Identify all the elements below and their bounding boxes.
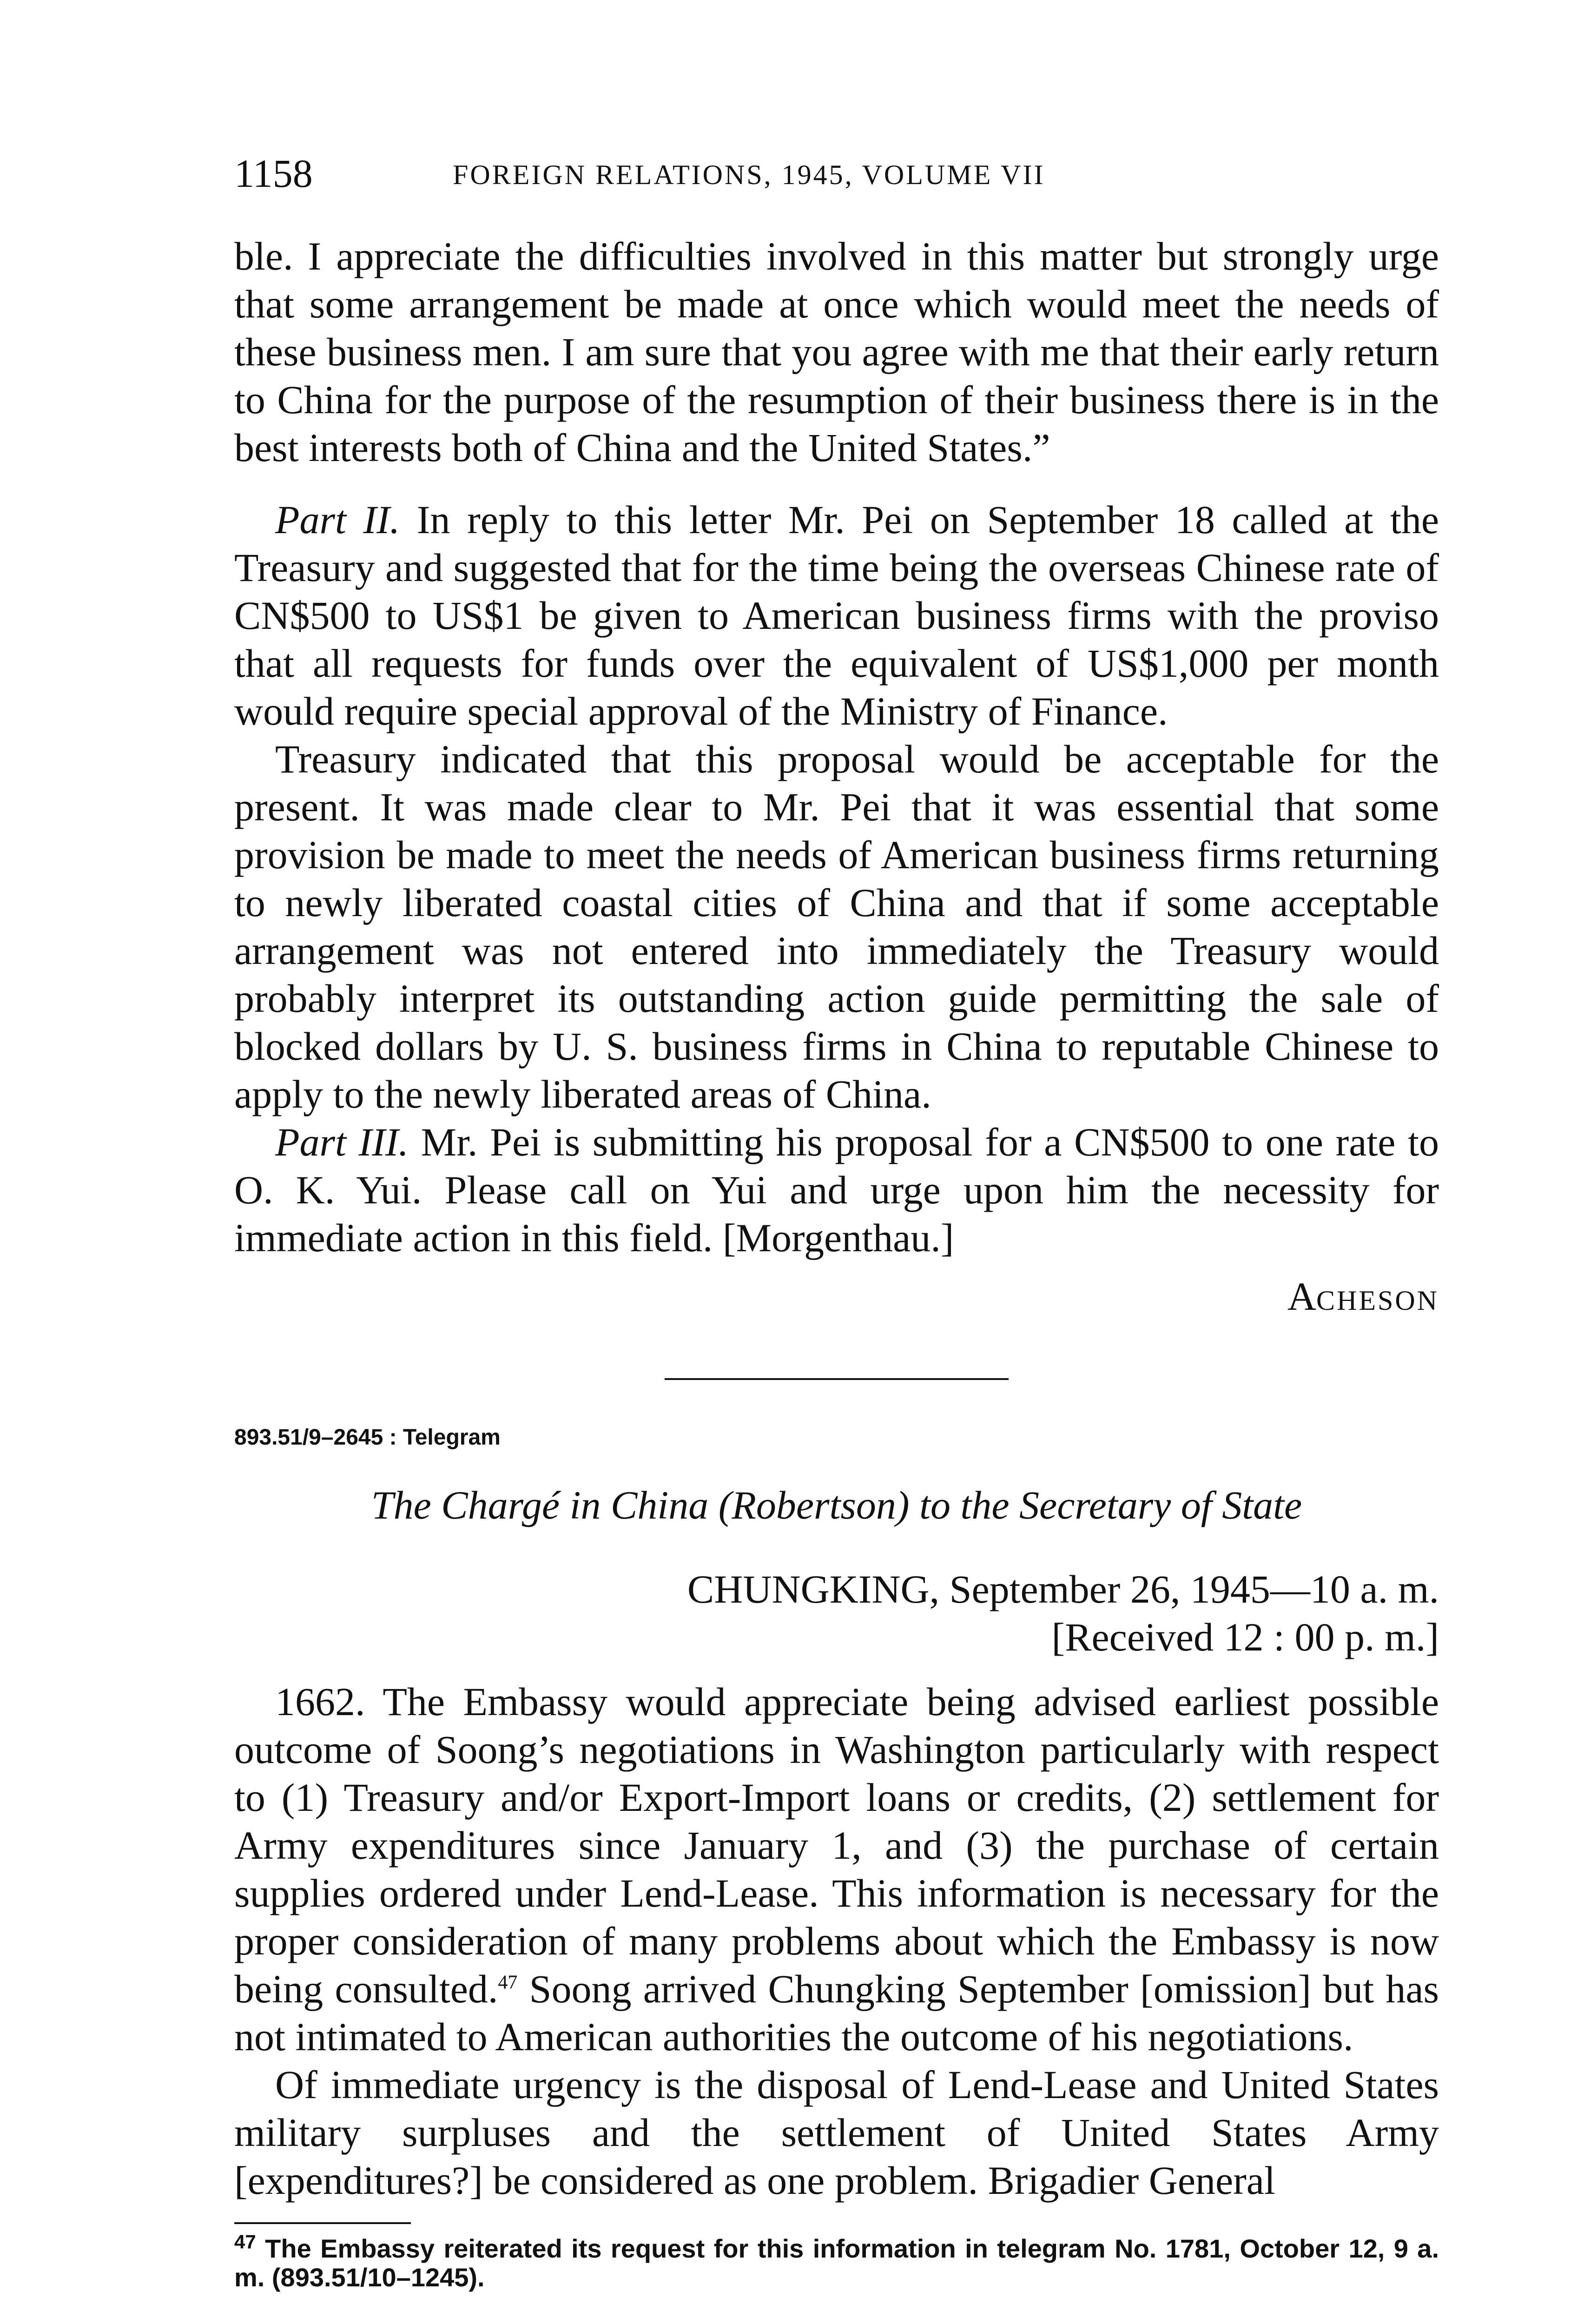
page-number: 1158 bbox=[234, 151, 313, 196]
telegram-title: The Chargé in China (Robertson) to the Secretary of State bbox=[371, 1483, 1302, 1527]
part-two-continuation: Treasury indicated that this proposal would be acceptable for the present. It was made clear to Mr. Pei that it was essential that some provision be made to meet the needs of American business firms returning to newly liberated coastal cities of China and that if some acceptable arrangement was not entered into immediately the Treasury would probably interpret its outstanding action guide permitting the sale of blocked dollars by U. S. business firms in China to reputable Chinese to apply to the newly liberated areas of China. bbox=[234, 737, 1439, 1116]
part-two-paragraph bbox=[234, 496, 1439, 735]
footnote-divider bbox=[234, 2222, 411, 2224]
telegram-paragraph-two: Of immediate urgency is the disposal of Lend-Lease and United States military surpluses and the settlement of United States Army [expenditures?] be considered as one problem. Brigadier General bbox=[234, 2062, 1439, 2203]
part-three-label: Part III. bbox=[275, 1120, 409, 1164]
signature-initial: A bbox=[1287, 1274, 1316, 1319]
footnote-text: The Embassy reiterated its request for this information in telegram No. 1781, October 12, 9 a. m. (893.51/10–1245). bbox=[234, 2233, 1439, 2292]
telegram-dateline bbox=[234, 1565, 1439, 1613]
continued-letter-paragraph: ble. I appreciate the difficulties involved in this matter but strongly urge that some arrangement be made at once which would meet the needs of these business men. I am sure that you agree with me that their early return to China for the purpose of the resumption of their business there is in the best interests both of China and the United States.” bbox=[234, 234, 1439, 470]
section-divider bbox=[665, 1378, 1009, 1380]
volume-title: FOREIGN RELATIONS, 1945, VOLUME VII bbox=[453, 159, 1045, 190]
signature bbox=[234, 1273, 1439, 1329]
running-header bbox=[234, 153, 1439, 200]
document-page bbox=[234, 153, 1439, 2292]
dateline-place-initial: C bbox=[687, 1566, 714, 1611]
footnote bbox=[234, 2231, 1439, 2292]
document-body bbox=[234, 232, 1439, 2292]
telegram-paragraph-one-before-note: 1662. The Embassy would appreciate being advised earliest possible outcome of Soong’s negotiations in Washington particularly with respect to (1) Treasury and/or Export-Import loans or credits, (2) settlement for Army expenditures since January 1, and (3) the purchase of certain supplies ordered under Lend-Lease. This information is necessary for the proper consideration of many problems about which the Embassy is now being consulted. bbox=[234, 1679, 1439, 2011]
dateline-time: , September 26, 1945—10 a. m. bbox=[929, 1566, 1439, 1611]
received-line: [Received 12 : 00 p. m.] bbox=[1051, 1614, 1439, 1659]
footnote-marker: 47 bbox=[234, 2231, 256, 2253]
telegram-paragraph-one bbox=[234, 1678, 1439, 2061]
footnote-reference: 47 bbox=[498, 1972, 518, 1994]
part-two-label: Part II. bbox=[275, 497, 400, 542]
part-two-text: In reply to this letter Mr. Pei on September 18 called at the Treasury and suggested that for the time being the overseas Chinese rate of CN$500 to US$1 be given to American business firms with the proviso that all requests for funds over the equivalent of US$1,000 per month would require special approval of the Ministry of Finance. bbox=[234, 497, 1439, 733]
signature-rest: CHESON bbox=[1316, 1285, 1439, 1316]
part-three-text: Mr. Pei is submitting his proposal for a CN$500 to one rate to O. K. Yui. Please call on Yui and urge upon him the necessity for immediate action in this field. [Morgenthau.] bbox=[234, 1120, 1439, 1260]
part-three-paragraph bbox=[234, 1118, 1439, 1262]
telegram-file-reference: 893.51/9–2645 : Telegram bbox=[234, 1425, 501, 1450]
telegram-paragraph-one-after-note: Soong arrived Chungking September [omission] but has not intimated to American authorities the outcome of his negotiations. bbox=[234, 1966, 1439, 2059]
dateline-place-rest: HUNGKING bbox=[714, 1566, 930, 1611]
